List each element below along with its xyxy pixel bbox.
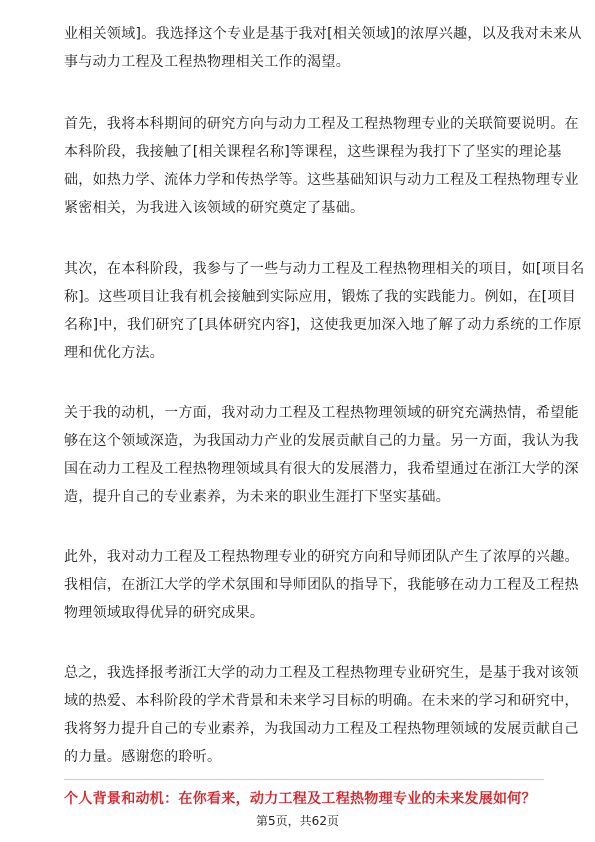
next-question-heading: 个人背景和动机：在你看来，动力工程及工程热物理专业的未来发展如何？: [64, 791, 536, 807]
text-line: 国在动力工程及工程热物理领域具有很大的发展潜力，我希望通过在浙江大学的深: [64, 461, 579, 477]
paragraph-conclusion: [64, 659, 579, 771]
text-line: 够在这个领域深造，为我国动力产业的发展贡献自己的力量。另一方面，我认为我: [64, 433, 579, 449]
text-line: 我将努力提升自己的专业素养，为我国动力工程及工程热物理领域的发展贡献自己: [64, 721, 579, 737]
text-line: 域的热爱、本科阶段的学术背景和未来学习目标的明确。在未来的学习和研究中，: [64, 693, 579, 709]
text-line: 础，如热力学、流体力学和传热学等。这些基础知识与动力工程及工程热物理专业: [64, 172, 579, 188]
text-line: 其次，在本科阶段，我参与了一些与动力工程及工程热物理相关的项目，如[项目名: [64, 261, 585, 277]
text-line: 此外，我对动力工程及工程热物理专业的研究方向和导师团队产生了浓厚的兴趣。: [64, 549, 579, 565]
section-divider: [64, 779, 544, 780]
text-line: 首先，我将本科期间的研究方向与动力工程及工程热物理专业的关联简要说明。在: [64, 116, 579, 132]
text-line: 事与动力工程及工程热物理相关工作的渴望。: [64, 54, 350, 70]
text-line: 称]。这些项目让我有机会接触到实际应用，锻炼了我的实践能力。例如，在[项目: [64, 289, 577, 305]
text-line: 紧密相关，为我进入该领域的研究奠定了基础。: [64, 200, 365, 216]
text-line: 关于我的动机，一方面，我对动力工程及工程热物理领域的研究充满热情，希望能: [64, 405, 579, 421]
text-line: 业相关领域]。我选择这个专业是基于我对[相关领域]的浓厚兴趣，以及我对未来从: [64, 26, 582, 42]
text-line: 造，提升自己的专业素养，为未来的职业生涯打下坚实基础。: [64, 489, 451, 505]
text-line: 物理领域取得优异的研究成果。: [64, 605, 265, 621]
text-line: 本科阶段，我接触了[相关课程名称]等课程，这些课程为我打下了坚实的理论基: [64, 144, 562, 160]
paragraph-intro-continuation: [64, 20, 582, 76]
text-line: 理和优化方法。: [64, 345, 165, 361]
paragraph-research-direction: [64, 110, 579, 222]
text-line: 的力量。感谢您的聆听。: [64, 749, 222, 765]
text-line: 我相信，在浙江大学的学术氛围和导师团队的指导下，我能够在动力工程及工程热: [64, 577, 579, 593]
text-line: 名称]中，我们研究了[具体研究内容]，这使我更加深入地了解了动力系统的工作原: [64, 317, 582, 333]
paragraph-motivation: [64, 399, 579, 511]
text-line: 总之，我选择报考浙江大学的动力工程及工程热物理专业研究生，是基于我对该领: [64, 665, 579, 681]
paragraph-projects: [64, 255, 585, 367]
paragraph-advisor-interest: [64, 543, 579, 627]
page-number-footer: 第5页，共62页: [256, 814, 339, 828]
